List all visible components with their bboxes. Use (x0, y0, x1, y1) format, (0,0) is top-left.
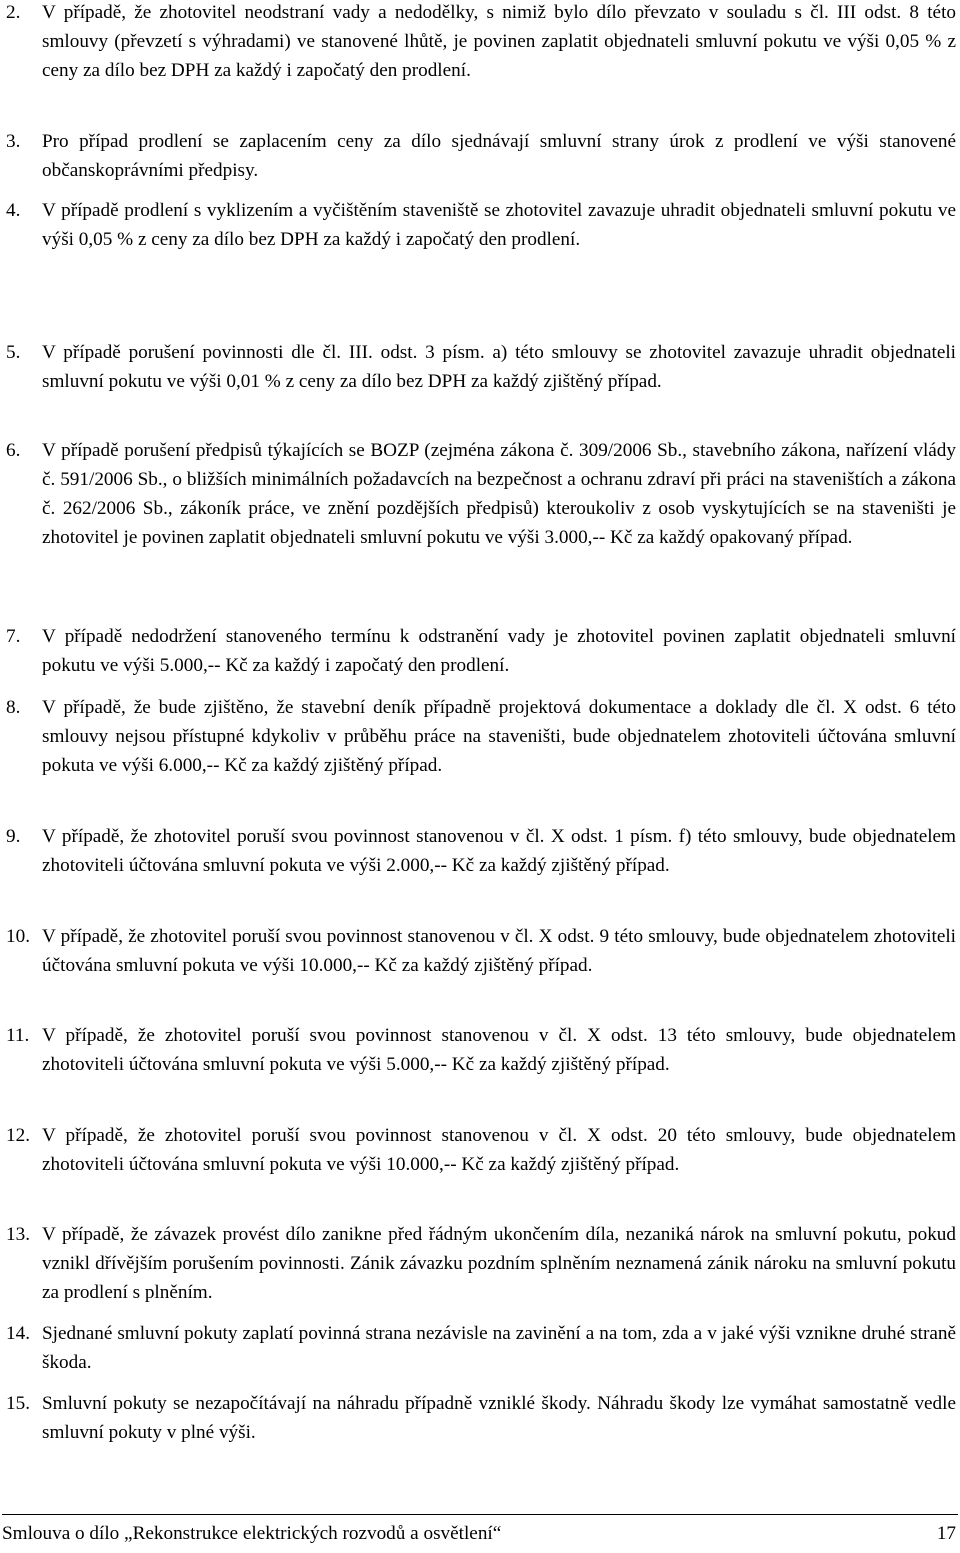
clause-text: V případě, že zhotovitel poruší svou povinnost stanovenou v čl. X odst. 13 této smlouvy, bude objednatelem zhotoviteli účtována smluvní pokuta ve výši 5.000,-- Kč za každý zjištěný případ. (42, 1025, 956, 1075)
clause-number: 5. (6, 342, 21, 363)
clause-number: 8. (6, 697, 21, 718)
clause-text: V případě, že zhotovitel neodstraní vady a nedodělky, s nimiž bylo dílo převzato v souladu s čl. III odst. 8 této smlouvy (převzetí s výhradami) ve stanovené lhůtě, je povinen zaplatit objednateli smluvní pokutu ve výši 0,05 % z ceny za dílo bez DPH za každý i započatý den prodlení. (42, 2, 956, 81)
clause-12 (6, 1121, 956, 1179)
clause-9 (6, 822, 956, 880)
clause-4 (6, 196, 956, 254)
clause-11 (6, 1021, 956, 1079)
clause-text: V případě nedodržení stanoveného termínu k odstranění vady je zhotovitel povinen zaplatit objednateli smluvní pokutu ve výši 5.000,-- Kč za každý i započatý den prodlení. (42, 626, 956, 676)
clause-number: 7. (6, 626, 21, 647)
clause-number: 3. (6, 131, 21, 152)
clause-7 (6, 622, 956, 680)
clause-number: 10. (6, 926, 30, 947)
clause-number: 9. (6, 826, 21, 847)
clause-3 (6, 127, 956, 185)
clause-number: 6. (6, 440, 21, 461)
footer-document-title: Smlouva o dílo „Rekonstrukce elektrických rozvodů a osvětlení“ (2, 1523, 502, 1544)
clause-text: Sjednané smluvní pokuty zaplatí povinná strana nezávisle na zavinění a na tom, zda a v jaké výši vznikne druhé straně škoda. (42, 1323, 956, 1373)
clause-5 (6, 338, 956, 396)
clause-8 (6, 693, 956, 780)
clause-text: Smluvní pokuty se nezapočítávají na náhradu případně vzniklé škody. Náhradu škody lze vymáhat samostatně vedle smluvní pokuty v plné výši. (42, 1393, 956, 1443)
clause-number: 4. (6, 200, 21, 221)
page-footer (2, 1521, 956, 1547)
clause-text: V případě, že závazek provést dílo zanikne před řádným ukončením díla, nezaniká nárok na smluvní pokutu, pokud vznikl dřívějším porušením povinnosti. Zánik závazku pozdním splněním neznamená zánik nároku na smluvní pokutu za prodlení s plněním. (42, 1224, 956, 1303)
clause-text: V případě, že zhotovitel poruší svou povinnost stanovenou v čl. X odst. 20 této smlouvy, bude objednatelem zhotoviteli účtována smluvní pokuta ve výši 10.000,-- Kč za každý zjištěný případ. (42, 1125, 956, 1175)
clause-15 (6, 1389, 956, 1447)
clause-text: V případě porušení povinnosti dle čl. III. odst. 3 písm. a) této smlouvy se zhotovitel zavazuje uhradit objednateli smluvní pokutu ve výši 0,01 % z ceny za dílo bez DPH za každý zjištěný případ. (42, 342, 956, 392)
clause-2 (6, 0, 956, 85)
clause-number: 13. (6, 1224, 30, 1245)
clause-6 (6, 436, 956, 552)
clause-text: V případě, že zhotovitel poruší svou povinnost stanovenou v čl. X odst. 1 písm. f) této smlouvy, bude objednatelem zhotoviteli účtována smluvní pokuta ve výši 2.000,-- Kč za každý zjištěný případ. (42, 826, 956, 876)
clause-number: 11. (6, 1025, 30, 1046)
clause-13 (6, 1220, 956, 1307)
clause-number: 14. (6, 1323, 30, 1344)
clause-text: V případě, že zhotovitel poruší svou povinnost stanovenou v čl. X odst. 9 této smlouvy, bude objednatelem zhotoviteli účtována smluvní pokuta ve výši 10.000,-- Kč za každý zjištěný případ. (42, 926, 956, 976)
clause-text: V případě porušení předpisů týkajících se BOZP (zejména zákona č. 309/2006 Sb., stavebního zákona, nařízení vlády č. 591/2006 Sb., o bližších minimálních požadavcích na bezpečnost a ochranu zdraví při práci na staveništích a zákona č. 262/2006 Sb., zákoník práce, ve znění pozdějších předpisů) kteroukoliv z osob vyskytujících se na staveništi je zhotovitel je povinen zaplatit objednateli smluvní pokutu ve výši 3.000,-- Kč za každý opakovaný případ. (42, 440, 956, 548)
clause-text: Pro případ prodlení se zaplacením ceny za dílo sjednávají smluvní strany úrok z prodlení ve výši stanovené občanskoprávními předpisy. (42, 131, 956, 181)
clause-text: V případě, že bude zjištěno, že stavební deník případně projektová dokumentace a doklady dle čl. X odst. 6 této smlouvy nejsou přístupné kdykoliv v průběhu práce na staveništi, bude objednatelem zhotoviteli účtována smluvní pokuta ve výši 6.000,-- Kč za každý zjištěný případ. (42, 697, 956, 776)
clause-14 (6, 1319, 956, 1377)
page-number: 17 (936, 1523, 956, 1544)
clause-text: V případě prodlení s vyklizením a vyčištěním staveniště se zhotovitel zavazuje uhradit objednateli smluvní pokutu ve výši 0,05 % z ceny za dílo bez DPH za každý i započatý den prodlení. (42, 200, 956, 250)
clause-number: 12. (6, 1125, 30, 1146)
clause-10 (6, 922, 956, 980)
footer-divider (2, 1514, 958, 1515)
clause-number: 2. (6, 2, 21, 23)
clause-number: 15. (6, 1393, 30, 1414)
